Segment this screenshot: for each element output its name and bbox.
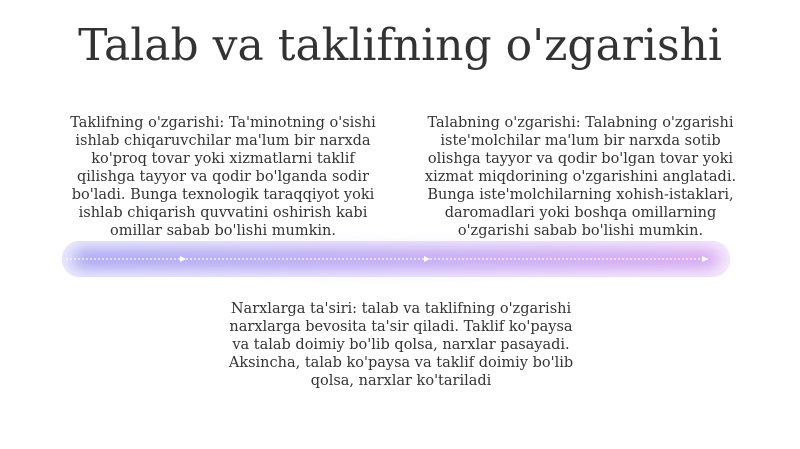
timeline-arrow-left-icon (180, 256, 186, 262)
price-effect-text: Narxlarga ta'siri: talab va taklifning o'zgarishi narxlarga bevosita ta'sir qiladi. Taklif ko'paysa va talab doimiy bo'lib qolsa, narxlar pasayadi. Aksincha, talab ko'paysa va taklif doimiy bo'lib qolsa, narxlar ko'tariladi (228, 301, 574, 389)
slide-title: Talab va taklifning o'zgarishi (78, 20, 722, 71)
timeline-arrows (64, 251, 724, 267)
timeline-arrow-middle-icon (424, 256, 430, 262)
demand-change-text: Talabning o'zgarishi: Talabning o'zgarishi iste'molchilar ma'lum bir narxda sotib olishga tayyor va qodir bo'lgan tovar yoki xizmat miqdorining o'zgarishini anglatadi. Bunga iste'molchilarning xohish-istaklari, daromadlari yoki boshqa omillarning o'zgarishi sabab bo'lishi mumkin. (424, 115, 737, 239)
supply-change-text: Taklifning o'zgarishi: Ta'minotning o'sishi ishlab chiqaruvchilar ma'lum bir narxda ko'proq tovar yoki xizmatlarni taklif qilishga tayyor va qodir bo'lganda sodir bo'ladi. Bunga texnologik taraqqiyot yoki ishlab chiqarish quvvatini oshirish kabi omillar sabab bo'lishi mumkin. (70, 115, 376, 239)
timeline-arrow-right-icon (702, 256, 708, 262)
